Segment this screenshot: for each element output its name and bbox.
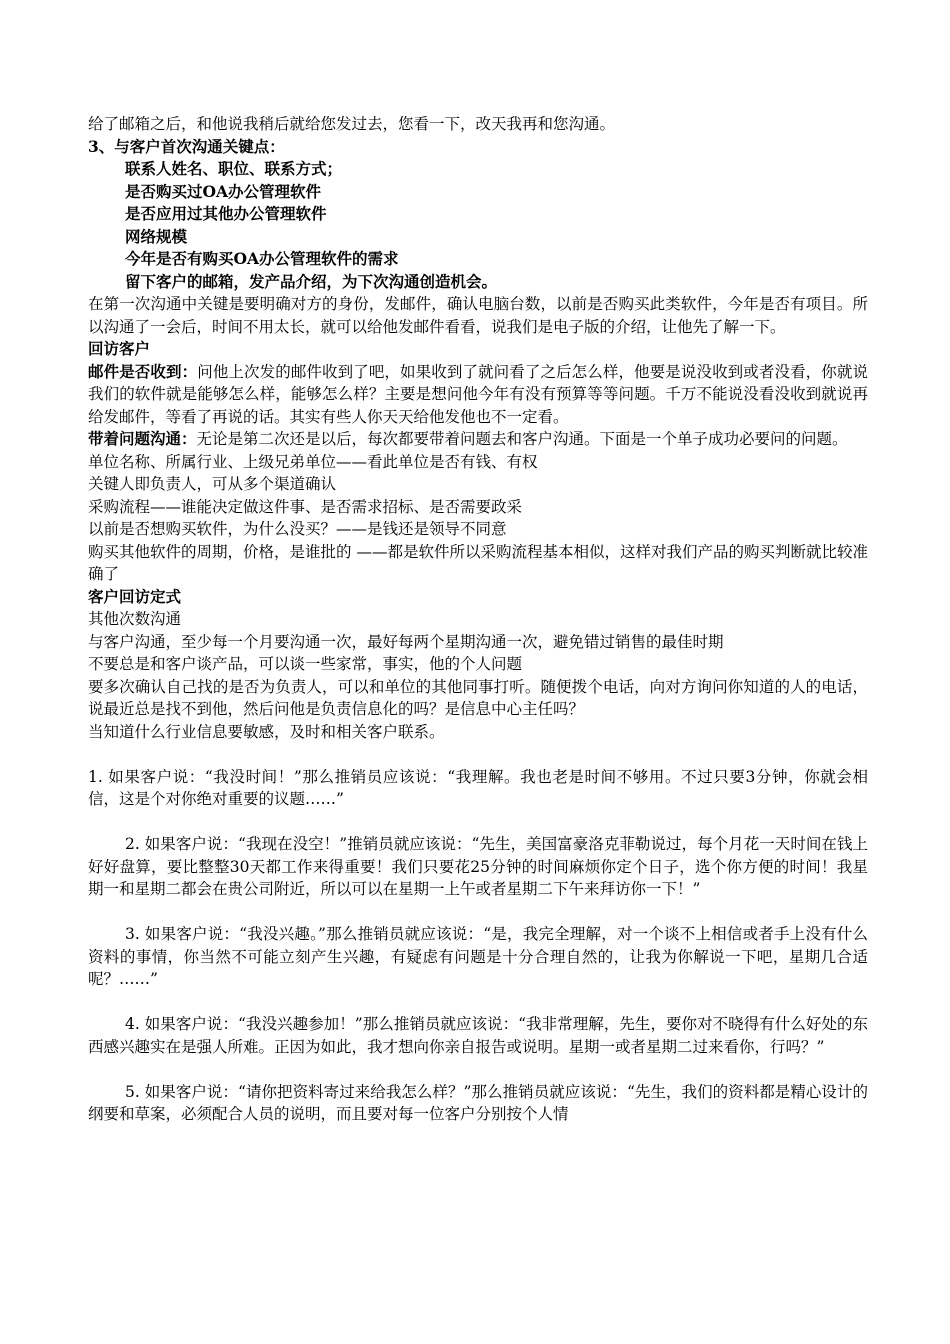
- question-item: 单位名称、所属行业、上级兄弟单位——看此单位是否有钱、有权: [88, 452, 538, 471]
- key-point-item: 联系人姓名、职位、联系方式；: [125, 159, 343, 178]
- revisit-formula-heading: 客户回访定式: [88, 586, 182, 606]
- question-item-last: 购买其他软件的周期，价格，是谁批的 ——都是软件所以采购流程基本相似，这样对我们产品的购买判断就比较准确了: [88, 542, 868, 583]
- document-body: [88, 113, 868, 1126]
- spacer: [88, 743, 868, 766]
- problem-communication-text: 无论是第二次还是以后，每次都要带着问题去和客户沟通。下面是一个单子成功必要问的问题。: [196, 430, 848, 448]
- key-point-item: 网络规模: [125, 226, 188, 246]
- email-received-label: 邮件是否收到：: [88, 361, 198, 381]
- objection-item: 2. 如果客户说：“我现在没空！”推销员就应该说：“先生，美国富豪洛克菲勒说过，每个月花一天时间在钱上好好盘算，要比整整30天都工作来得重要！我们只要花25分钟的时间麻烦你定个日子，选个你方便的时间！我星期一和星期二都会在贵公司附近，所以可以在星期一上午或者星期二下午来拜访你一下！”: [88, 835, 868, 898]
- intro-line: 给了邮箱之后，和他说我稍后就给您发过去，您看一下，改天我再和您沟通。: [88, 115, 616, 133]
- objection-item: 4. 如果客户说：“我没兴趣参加！”那么推销员就应该说：“我非常理解，先生，要你对不晓得有什么好处的东西感兴趣实在是强人所难。正因为如此，我才想向你亲自报告或说明。星期一或者星期二过来看你，行吗？”: [88, 1015, 868, 1056]
- formula-paragraph: 当知道什么行业信息要敏感，及时和相关客户联系。: [88, 722, 445, 741]
- spacer: [88, 901, 868, 924]
- objection-item: 5. 如果客户说：“请你把资料寄过来给我怎么样？”那么推销员就应该说：“先生，我们的资料都是精心设计的纲要和草案，必须配合人员的说明，而且要对每一位客户分别按个人情: [88, 1082, 868, 1123]
- first-contact-paragraph: 在第一次沟通中关键是要明确对方的身份，发邮件，确认电脑台数，以前是否购买此类软件，今年是否有项目。所以沟通了一会后，时间不用太长，就可以给他发邮件看看，说我们是电子版的介绍，让他先了解一下。: [88, 295, 868, 336]
- spacer: [88, 811, 868, 834]
- key-point-item: 留下客户的邮箱，发产品介绍，为下次沟通创造机会。: [125, 271, 498, 291]
- section3-heading: 3、与客户首次沟通关键点：: [88, 136, 285, 156]
- email-received-text: 问他上次发的邮件收到了吧，如果收到了就问看了之后怎么样，他要是说没收到或者没看，你就说我们的软件就是能够怎么样，能够怎么样？主要是想问他今年有没有预算等等问题。千万不能说没看没收到就说再给发邮件，等看了再说的话。其实有些人你天天给他发他也不一定看。: [88, 362, 868, 426]
- spacer: [88, 1058, 868, 1081]
- objection-item: 3. 如果客户说：“我没兴趣。”那么推销员就应该说：“是，我完全理解，对一个谈不上相信或者手上没有什么资料的事情，你当然不可能立刻产生兴趣，有疑虑有问题是十分合理自然的，让我为你解说一下吧，星期几合适呢？……”: [88, 925, 868, 988]
- email-received-paragraph: [88, 361, 868, 429]
- problem-communication-paragraph: [88, 428, 868, 451]
- formula-paragraph: 与客户沟通，至少每一个月要沟通一次，最好每两个星期沟通一次，避免错过销售的最佳时期: [88, 632, 724, 651]
- objection-item: 1. 如果客户说：“我没时间！”那么推销员应该说：“我理解。我也老是时间不够用。不过只要3分钟，你就会相信，这是个对你绝对重要的议题……”: [88, 767, 868, 808]
- key-points-list: [88, 158, 868, 293]
- key-point-item: 是否应用过其他办公管理软件: [125, 204, 327, 223]
- key-point-item: 今年是否有购买OA办公管理软件的需求: [125, 249, 399, 268]
- problem-communication-label: 带着问题沟通：: [88, 429, 197, 448]
- revisit-heading: 回访客户: [88, 339, 151, 358]
- revisit-formula-subheading: 其他次数沟通: [88, 610, 182, 628]
- question-item: 采购流程——谁能决定做这件事、是否需求招标、是否需要政采: [88, 497, 523, 516]
- formula-paragraph: 要多次确认自己找的是否为负责人，可以和单位的其他同事打听。随便拨个电话，向对方询问你知道的人的电话，说最近总是找不到他，然后问他是负责信息化的吗？是信息中心主任吗？: [88, 677, 868, 718]
- question-item: 关键人即负责人，可从多个渠道确认: [88, 475, 337, 493]
- key-point-item: 是否购买过OA办公管理软件: [125, 181, 322, 201]
- question-item: 以前是否想购买软件，为什么没买？——是钱还是领导不同意: [88, 520, 507, 538]
- formula-paragraph: 不要总是和客户谈产品，可以谈一些家常，事实，他的个人问题: [88, 655, 523, 673]
- spacer: [88, 991, 868, 1014]
